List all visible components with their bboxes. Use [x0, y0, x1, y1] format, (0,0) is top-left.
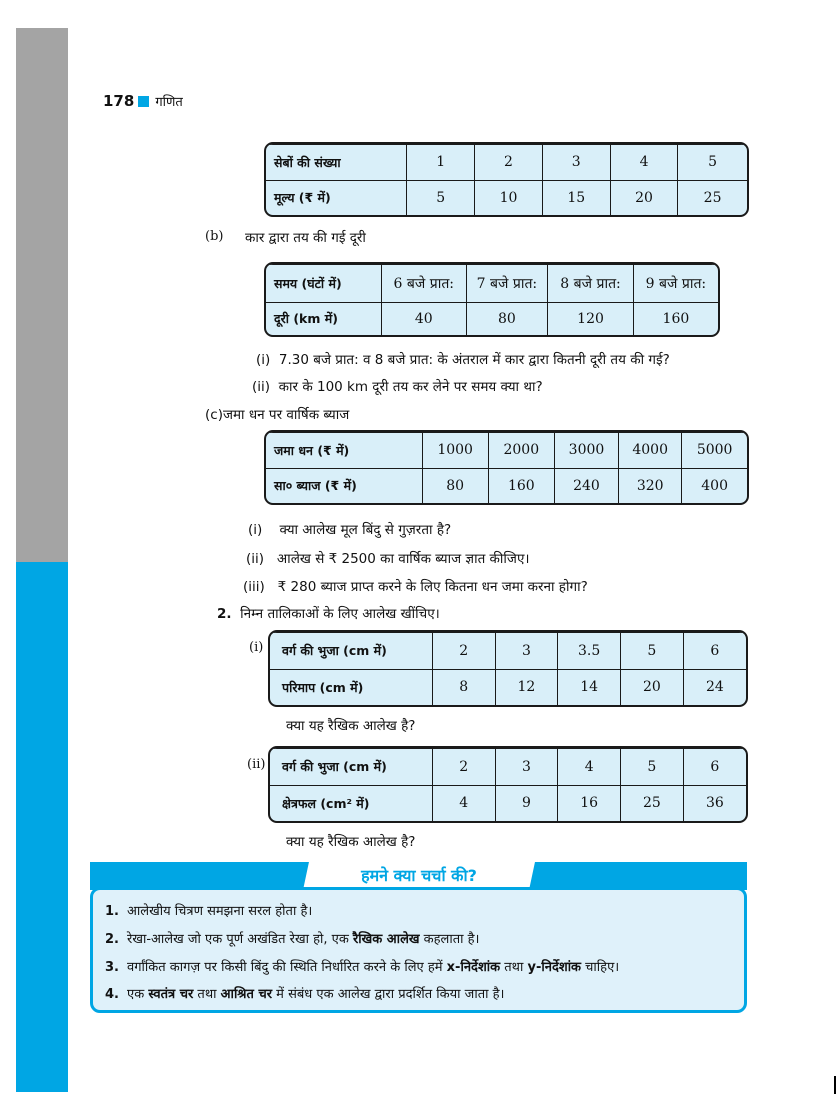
question-text: कार के 100 km दूरी तय कर लेने पर समय क्या था? [278, 379, 543, 395]
question-b-ii [252, 377, 543, 395]
table-cell: 3 [495, 749, 558, 786]
question-2-i: क्या यह रैखिक आलेख है? [286, 718, 416, 734]
row-header-cell: वर्ग की भुजा (cm में) [270, 749, 432, 786]
table-cell: 5 [621, 633, 684, 670]
table-cell: 2 [432, 749, 495, 786]
question-number: (ii) [246, 551, 265, 567]
summary-item-text: आलेखीय चित्रण समझना सरल होता है। [127, 904, 313, 919]
question-text: क्या आलेख मूल बिंदु से गुज़रता है? [279, 522, 452, 538]
table-cell: 4000 [619, 433, 682, 469]
table-cell: 8 [432, 669, 495, 705]
table-cell: 4 [610, 145, 677, 181]
square-bullet-icon [138, 96, 149, 107]
table-cell: 240 [554, 468, 618, 503]
summary-item-number: 1. [105, 904, 119, 919]
table-row [266, 468, 747, 503]
summary-item-text: रैखिक आलेख [352, 932, 420, 947]
table-cell: 12 [495, 669, 558, 705]
sub-i-label: (i) [249, 640, 264, 655]
question-c-iii [243, 577, 588, 595]
summary-item [105, 901, 312, 919]
question-number: (iii) [243, 579, 265, 595]
question-number: (i) [248, 522, 263, 538]
table-cell: 15 [542, 180, 610, 215]
summary-item-text: चाहिए। [581, 960, 620, 975]
table-row [266, 265, 718, 303]
table-row [266, 145, 747, 181]
table-cell: 6 बजे प्रात: [381, 265, 466, 303]
table-row [270, 633, 746, 670]
table-cell: 5 [621, 749, 684, 786]
summary-item-text: y-निर्देशांक [527, 960, 582, 975]
table-cell: 9 [495, 785, 558, 821]
summary-item-text: में संबंध एक आलेख द्वारा प्रदर्शित किया जाता है। [272, 987, 505, 1002]
question-number: 2. [217, 606, 232, 622]
summary-item [105, 984, 504, 1002]
side-margin-grey [16, 28, 68, 562]
side-margin-blue [16, 562, 68, 1092]
question-c-ii [246, 549, 530, 567]
table-cell: 6 [683, 633, 746, 670]
table-cell: 120 [548, 302, 634, 335]
table-interest [264, 430, 749, 505]
table-cell: 10 [475, 180, 542, 215]
row-header-cell: सेबों की संख्या [266, 145, 407, 181]
table-row [266, 180, 747, 215]
table-row [270, 749, 746, 786]
summary-item [105, 929, 479, 947]
part-b-label: (b) [205, 229, 224, 244]
row-header-cell: वर्ग की भुजा (cm में) [270, 633, 432, 670]
table-square-perimeter [268, 630, 748, 707]
page-number: 178 [103, 92, 135, 110]
question-b-i [256, 350, 670, 368]
table-cell: 80 [422, 468, 488, 503]
row-header-cell: सा० ब्याज (₹ में) [266, 468, 422, 503]
question-number: (i) [256, 352, 271, 368]
summary-item-number: 2. [105, 932, 119, 947]
table-cell: 24 [683, 669, 746, 705]
table-cell: 9 बजे प्रात: [633, 265, 718, 303]
table-row [266, 433, 747, 469]
table-cell: 1 [407, 145, 475, 181]
part-b-heading: कार द्वारा तय की गई दूरी [245, 230, 366, 246]
table-cell: 400 [682, 468, 747, 503]
table-cell: 5000 [682, 433, 747, 469]
row-header-cell: जमा धन (₹ में) [266, 433, 422, 469]
table-cell: 2 [475, 145, 542, 181]
question-2 [217, 604, 440, 622]
table-row [270, 669, 746, 705]
table-cell: 160 [633, 302, 718, 335]
summary-item-text: आश्रित चर [220, 987, 273, 1002]
table-cell: 160 [488, 468, 554, 503]
table-cell: 40 [381, 302, 466, 335]
page-header [103, 92, 183, 110]
summary-item-text: तथा [500, 960, 528, 975]
table-cell: 16 [558, 785, 621, 821]
row-header-cell: समय (घंटों में) [266, 265, 381, 303]
question-2-ii: क्या यह रैखिक आलेख है? [286, 834, 416, 850]
table-cell: 2 [432, 633, 495, 670]
table-cell: 1000 [422, 433, 488, 469]
table-cell: 7 बजे प्रात: [466, 265, 548, 303]
table-cell: 5 [678, 145, 747, 181]
summary-item-text: रेखा-आलेख जो एक पूर्ण अखंडित रेखा हो, एक [127, 932, 353, 947]
table-cell: 6 [683, 749, 746, 786]
part-c-heading: (c)जमा धन पर वार्षिक ब्याज [205, 407, 350, 423]
table-row [266, 302, 718, 335]
table-cell: 3.5 [558, 633, 621, 670]
table-cell: 3 [542, 145, 610, 181]
row-header-cell: क्षेत्रफल (cm² में) [270, 785, 432, 821]
table-cell: 3 [495, 633, 558, 670]
summary-item-text: एक [127, 987, 149, 1002]
table-cell: 3000 [554, 433, 618, 469]
table-cell: 20 [610, 180, 677, 215]
question-c-i [248, 520, 451, 538]
table-apples [264, 142, 749, 217]
summary-item-number: 3. [105, 960, 119, 975]
table-cell: 14 [558, 669, 621, 705]
table-car-distance [264, 262, 720, 337]
summary-item-text: वर्गांकित कागज़ पर किसी बिंदु की स्थिति निर्धारित करने के लिए हमें [127, 960, 447, 975]
table-cell: 320 [619, 468, 682, 503]
table-cell: 2000 [488, 433, 554, 469]
table-cell: 25 [621, 785, 684, 821]
question-number: (ii) [252, 379, 271, 395]
question-text: 7.30 बजे प्रात: व 8 बजे प्रात: के अंतराल में कार द्वारा कितनी दूरी तय की गई? [278, 352, 670, 368]
table-cell: 25 [678, 180, 747, 215]
table-cell: 80 [466, 302, 548, 335]
table-square-area [268, 746, 748, 823]
summary-item-text: x-निर्देशांक [446, 960, 501, 975]
table-cell: 5 [407, 180, 475, 215]
table-cell: 4 [558, 749, 621, 786]
summary-item-text: स्वतंत्र चर [148, 987, 194, 1002]
table-cell: 4 [432, 785, 495, 821]
table-cell: 36 [683, 785, 746, 821]
summary-item-text: तथा [193, 987, 221, 1002]
table-cell: 20 [621, 669, 684, 705]
summary-item-number: 4. [105, 987, 119, 1002]
summary-item [105, 957, 619, 975]
summary-item-text: कहलाता है। [419, 932, 480, 947]
question-text: आलेख से ₹ 2500 का वार्षिक ब्याज ज्ञात कीजिए। [276, 551, 530, 567]
sub-ii-label: (ii) [247, 757, 266, 772]
summary-title: हमने क्या चर्चा की? [361, 866, 477, 885]
question-text: ₹ 280 ब्याज प्राप्त करने के लिए कितना धन जमा करना होगा? [277, 579, 588, 595]
table-cell: 8 बजे प्रात: [548, 265, 634, 303]
question-text: निम्न तालिकाओं के लिए आलेख खींचिए। [240, 606, 440, 622]
row-header-cell: मूल्य (₹ में) [266, 180, 407, 215]
table-row [270, 785, 746, 821]
row-header-cell: परिमाप (cm में) [270, 669, 432, 705]
edge-mark [834, 1076, 836, 1094]
page-title: गणित [155, 95, 183, 110]
row-header-cell: दूरी (km में) [266, 302, 381, 335]
